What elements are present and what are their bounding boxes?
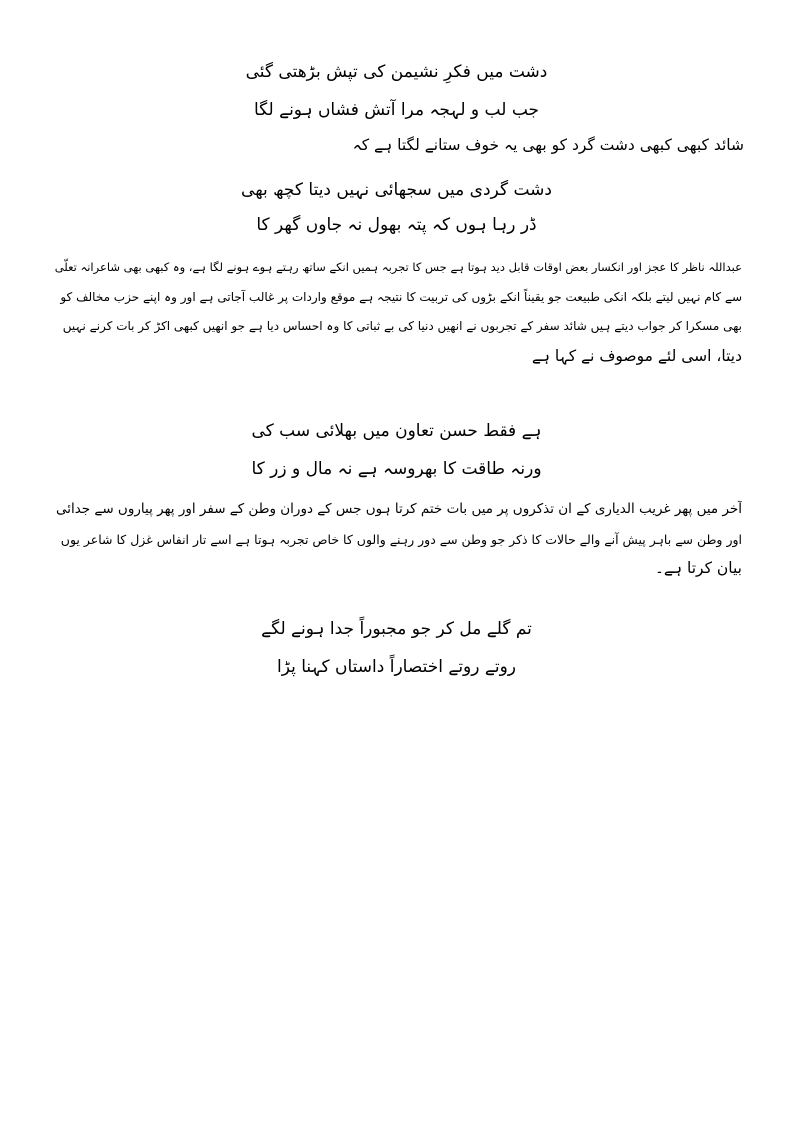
prose-line: دیتا، اسی لئے موصوف نے کہا ہے xyxy=(531,346,742,365)
prose-line: سے کام نہیں لیتے بلکہ انکی طبیعت جو یقیناً انکے بڑوں کی تربیت کا نتیجہ ہے موقع واردات پر غالب آجاتی ہے اور وہ اپنے حزب مخالف کو xyxy=(60,289,742,304)
verse-line: جب لب و لہجہ مرا آتش فشاں ہونے لگا xyxy=(253,100,540,120)
prose-paragraph xyxy=(52,495,742,584)
prose-line: بیان کرتا ہے۔ xyxy=(654,559,742,577)
prose-line: اور وطن سے باہر پیش آنے والے حالات کا ذکر جو وطن سے دور رہنے والوں کا خاص تجربہ ہوتا ہے اسے تار انفاس غزل کا شاعر یوں xyxy=(60,531,742,547)
verse-line: دشت میں فکرِ نشیمن کی تپش بڑھتی گئی xyxy=(245,62,548,82)
verse-line: دشت گردی میں سجھائی نہیں دیتا کچھ بھی xyxy=(241,180,552,200)
prose-line: بھی مسکرا کر جواب دیتے ہیں شائد سفر کے تجربوں نے انھیں دنیا کی بے ثباتی کا وہ احساس دیا ہے جو انھیں کبھی اکڑ کر بات کرنے نہیں xyxy=(62,319,742,333)
prose-line: عبداللہ ناظر کا عجز اور انکسار بعض اوقات قابل دید ہوتا ہے جس کا تجربہ ہمیں انکے ساتھ رہتے ہوے ہونے لگا ہے، وہ کبھی بھی شاعرانہ تعلّی xyxy=(54,260,742,274)
prose-paragraph xyxy=(60,131,744,161)
verse-line: ڈر رہا ہوں کہ پتہ بھول نہ جاوں گھر کا xyxy=(256,215,537,235)
verse-line: تم گلے مل کر جو مجبوراً جدا ہونے لگے xyxy=(261,619,532,639)
prose-paragraph xyxy=(52,253,742,371)
prose-line: آخر میں پھر غریب الدیاری کے ان تذکروں پر میں بات ختم کرتا ہوں جس کے دوران وطن کے سفر اور پھر پیاروں سے جدائی xyxy=(55,501,742,517)
verse-line: ورنہ طاقت کا بھروسہ ہے نہ مال و زر کا xyxy=(251,459,542,479)
prose-line: شائد کبھی کبھی دشت گرد کو بھی یہ خوف ستانے لگتا ہے کہ xyxy=(352,136,744,154)
verse-line: ہے فقط حسن تعاون میں بھلائی سب کی xyxy=(251,421,542,441)
verse-line: روتے روتے اختصاراً داستاں کہنا پڑا xyxy=(277,657,516,677)
